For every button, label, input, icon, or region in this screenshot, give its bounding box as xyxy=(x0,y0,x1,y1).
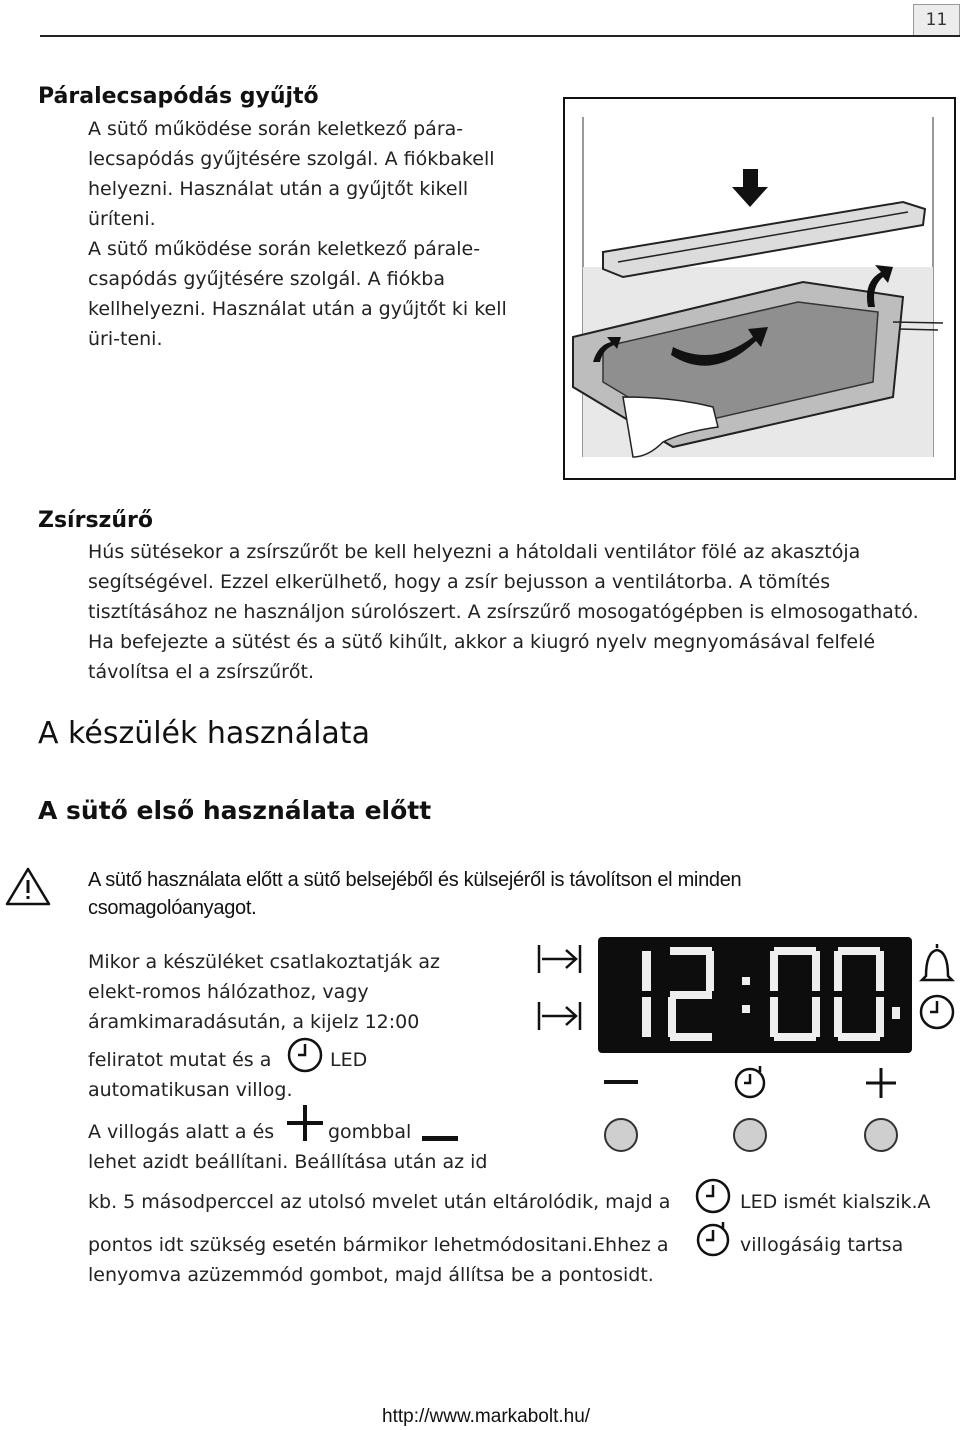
mode-button[interactable] xyxy=(733,1118,767,1152)
text-line: lehet azidt beállítani. Beállítása után az id xyxy=(88,1151,488,1173)
minus-icon xyxy=(422,1136,458,1141)
clock-icon xyxy=(694,1177,732,1215)
text-line: helyezni. Használat után a gyűjtőt kikell xyxy=(88,178,469,200)
text-line: lecsapódás gyűjtésére szolgál. A fiókbakell xyxy=(88,148,495,170)
text-line: Ha befejezte a sütést és a sütő kihűlt, akkor a kiugró nyelv megnyomásával felfelé xyxy=(88,631,876,653)
text-line: LED ismét kialszik.A xyxy=(740,1191,931,1213)
text-line: kb. 5 másodperccel az utolsó mvelet után eltárolódik, majd a xyxy=(88,1191,671,1213)
page-number: 11 xyxy=(913,4,960,36)
text-line: A sütő használata előtt a sütő belsejéből és külsejéről is távolítson el minden xyxy=(88,869,742,891)
bell-timer-icons xyxy=(916,940,958,1032)
text-line: üri-teni. xyxy=(88,328,163,350)
text-line: LED xyxy=(330,1049,368,1071)
minus-button-label-icon xyxy=(604,1080,638,1084)
plus-button[interactable] xyxy=(864,1118,898,1152)
text-line: csapódás gyűjtésére szolgál. A fiókba xyxy=(88,268,445,290)
text-line: A villogás alatt a és xyxy=(88,1121,275,1143)
text-line: automatikusan villog. xyxy=(88,1079,293,1101)
text-line: tisztításához ne használjon súrolószert. A zsírszűrő mosogatógépben is elmosogatható. xyxy=(88,601,919,623)
grease-filter-paragraph xyxy=(88,537,953,687)
start-end-icons xyxy=(536,940,584,1034)
minus-button[interactable] xyxy=(604,1118,638,1152)
text-line: kellhelyezni. Használat után a gyűjtőt ki kell xyxy=(88,298,507,320)
condensate-collector-illustration xyxy=(563,97,956,480)
text-line: Hús sütésekor a zsírszűrőt be kell helyezni a hátoldali ventilátor fölé az akasztója xyxy=(88,541,861,563)
plus-button-label-icon xyxy=(864,1066,898,1100)
condensate-paragraph xyxy=(88,114,538,354)
section-title-first-use: A sütő első használata előtt xyxy=(38,796,432,825)
lcd-digits xyxy=(598,937,912,1053)
text-line: csomagolóanyagot. xyxy=(88,897,257,919)
section-title-grease-filter: Zsírszűrő xyxy=(38,508,153,533)
warning-text xyxy=(88,866,848,922)
text-line: segítségével. Ezzel elkerülhető, hogy a zsír bejusson a ventilátorba. A tömítés xyxy=(88,571,831,593)
text-line: A sütő működése során keletkező párale- xyxy=(88,238,481,260)
text-line: pontos idt szükség esetén bármikor lehetmódositani.Ehhez a xyxy=(88,1234,669,1256)
text-line: távolítsa el a zsírszűrőt. xyxy=(88,661,315,683)
text-line: feliratot mutat és a xyxy=(88,1049,272,1071)
text-line: elekt-romos hálózathoz, vagy xyxy=(88,981,369,1003)
warning-icon xyxy=(5,866,51,906)
chapter-title: A készülék használata xyxy=(38,716,370,751)
lcd-display xyxy=(598,937,912,1053)
text-line: Mikor a készüléket csatlakoztatják az xyxy=(88,951,440,973)
footer-url[interactable]: http://www.markabolt.hu/ xyxy=(382,1406,591,1427)
timer-mode-icon xyxy=(694,1219,732,1257)
text-line: villogásáig tartsa xyxy=(740,1234,904,1256)
text-line: lenyomva azüzemmód gombot, majd állítsa be a pontosidt. xyxy=(88,1264,654,1286)
section-title-condensate-collector: Páralecsapódás gyűjtő xyxy=(38,84,319,109)
text-line: üríteni. xyxy=(88,208,156,230)
clock-icon xyxy=(286,1036,324,1074)
text-line: áramkimaradásután, a kijelz 12:00 xyxy=(88,1011,420,1033)
startup-paragraph xyxy=(88,947,528,1037)
timer-mode-icon xyxy=(732,1064,768,1100)
text-line: A sütő működése során keletkező pára- xyxy=(88,118,464,140)
text-line: gombbal xyxy=(328,1121,412,1143)
header-rule xyxy=(40,35,960,37)
plus-icon xyxy=(285,1103,325,1143)
